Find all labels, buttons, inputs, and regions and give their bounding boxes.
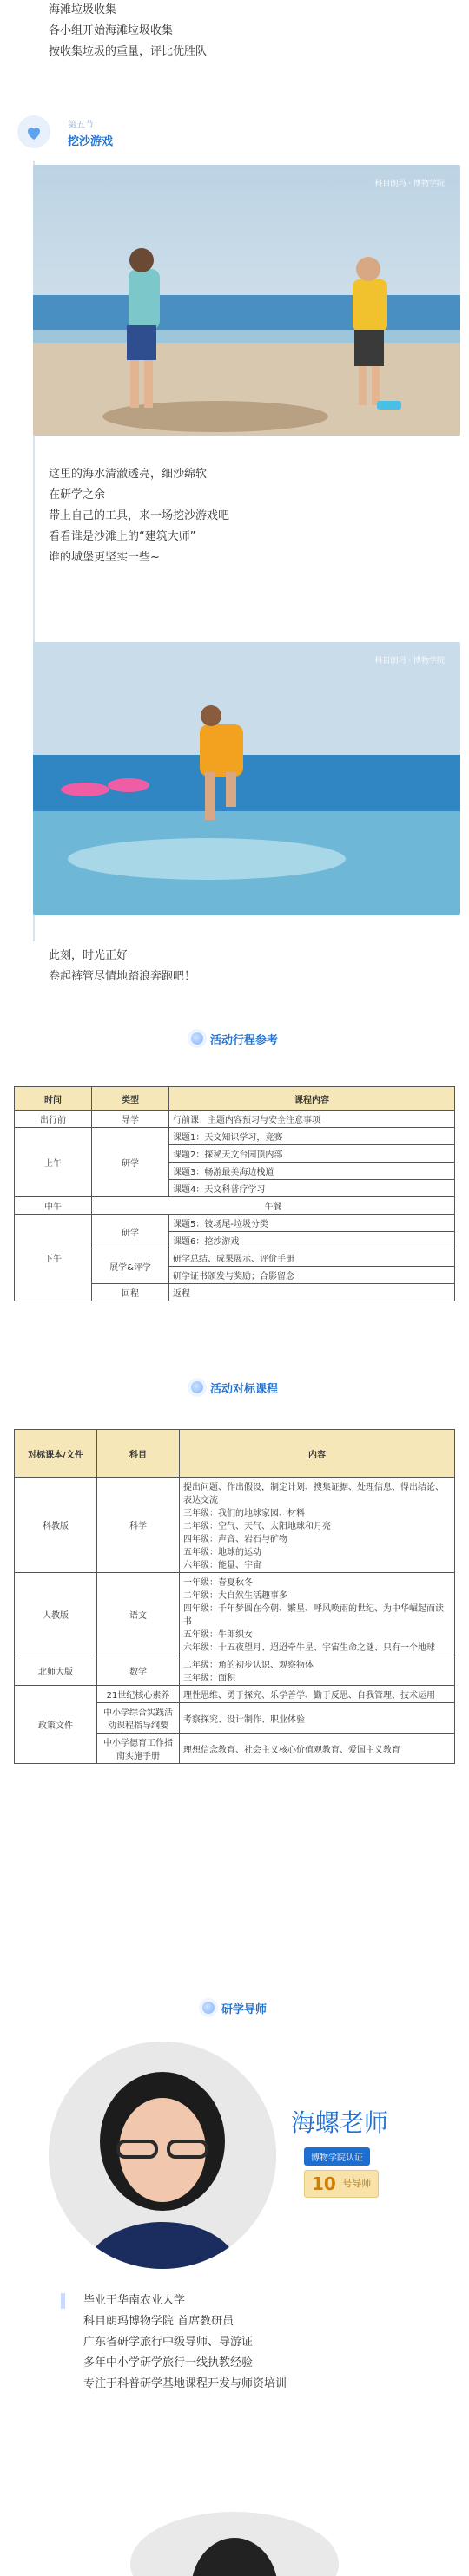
teacher-photo <box>49 2042 276 2269</box>
table-cell: 21世纪核心素养 <box>97 1686 180 1703</box>
tutor-number: 10 <box>312 2173 336 2194</box>
table-header: 科目 <box>97 1430 180 1478</box>
table-cell: 提出问题、作出假设，制定计划、搜集证据、处理信息、得出结论、表达交流 三年级：我们的地球家园、材料 二年级：空气、天气、太阳地球和月亮 四年级：声音、岩石与矿物 五年级：地球的运动 六年级：能量、宇宙 <box>180 1478 455 1573</box>
teacher-name: 海螺老师 <box>291 2108 389 2137</box>
section-label: 活动行程参考 <box>209 1033 278 1047</box>
step-title: 挖沙游戏 <box>68 135 114 148</box>
table-cell: 政策文件 <box>15 1686 97 1764</box>
curriculum-table <box>14 1429 455 1764</box>
table-cell: 课题6：挖沙游戏 <box>169 1232 455 1249</box>
step-header <box>10 108 462 161</box>
table-row <box>15 1655 455 1686</box>
table-row <box>15 1686 455 1703</box>
table-cell: 语文 <box>97 1573 180 1655</box>
table-header: 课程内容 <box>169 1087 455 1111</box>
intro-line: 海滩垃圾收集 <box>49 3 117 16</box>
bubble-icon <box>191 1381 203 1393</box>
bubble-icon <box>202 2002 215 2014</box>
table-header: 对标课本/文件 <box>15 1430 97 1478</box>
table-cell: 中小学综合实践活动课程指导纲要 <box>97 1703 180 1734</box>
section-label: 研学导师 <box>221 2002 267 2016</box>
section-title-teacher <box>0 1996 469 2020</box>
bio-line: 多年中小学研学旅行一线执教经验 <box>83 2356 254 2370</box>
table-cell: 考察探究、设计制作、职业体验 <box>180 1703 455 1734</box>
table-cell: 行前课：主题内容预习与安全注意事项 <box>169 1111 455 1128</box>
section-title-curriculum <box>0 1375 469 1399</box>
table-row <box>15 1215 455 1232</box>
table-cell: 课题1：天文知识学习，竞赛 <box>169 1128 455 1145</box>
table-cell: 下午 <box>15 1215 92 1301</box>
table-header: 内容 <box>180 1430 455 1478</box>
photo-kids-sea <box>33 642 460 915</box>
table-cell: 北师大版 <box>15 1655 97 1686</box>
table-cell: 展学&评学 <box>92 1249 169 1284</box>
step-number: 第五节 <box>68 121 94 130</box>
desc-line: 谁的城堡更坚实一些~ <box>49 551 160 564</box>
photo-kids-sand <box>33 165 460 436</box>
table-cell: 人教版 <box>15 1573 97 1655</box>
bio-line: 广东省研学旅行中级导师、导游证 <box>83 2336 254 2349</box>
tutor-label: 号导师 <box>342 2178 372 2189</box>
table-row <box>15 1478 455 1573</box>
table-cell: 导学 <box>92 1111 169 1128</box>
section-title-schedule <box>0 1026 469 1051</box>
table-cell: 理想信念教育、社会主义核心价值观教育、爱国主义教育 <box>180 1734 455 1764</box>
table-header: 时间 <box>15 1087 92 1111</box>
table-cell: 科学 <box>97 1478 180 1573</box>
bio-line: 科目朗玛博物学院 首席教研员 <box>83 2315 234 2328</box>
table-cell: 午餐 <box>92 1197 455 1215</box>
table-cell: 研学证书颁发与奖励；合影留念 <box>169 1267 455 1284</box>
description-text <box>0 464 469 568</box>
schedule-table <box>14 1086 455 1301</box>
table-cell: 课题2：探秘天文台园顶内部 <box>169 1145 455 1163</box>
closing-text <box>0 946 469 987</box>
table-cell: 研学总结、成果展示、评价手册 <box>169 1249 455 1267</box>
desc-line: 在研学之余 <box>49 488 106 501</box>
intro-line: 按收集垃圾的重量，评比优胜队 <box>49 45 208 58</box>
bio-line: 毕业于华南农业大学 <box>83 2294 186 2307</box>
desc-line: 看看谁是沙滩上的“建筑大师” <box>49 530 196 543</box>
table-cell: 中小学德育工作指南实施手册 <box>97 1734 180 1764</box>
intro-line: 各小组开始海滩垃圾收集 <box>49 24 174 37</box>
table-row <box>15 1111 455 1128</box>
table-cell: 一年级：春夏秋冬 二年级：大自然生活趣事多 四年级：千年梦圆在今朝、繁星、呼风唤雨的世纪、为中华崛起而读书 五年级：牛郎织女 六年级：十五夜望月、迢迢牵牛星、宇宙生命之谜、只有一个地球 <box>180 1573 455 1655</box>
table-cell: 上午 <box>15 1128 92 1197</box>
bubble-icon <box>191 1032 203 1045</box>
desc-line: 带上自己的工具，来一场挖沙游戏吧 <box>49 509 230 522</box>
table-cell: 课题3：畅游最美海边栈道 <box>169 1163 455 1180</box>
certified-badge: 博物学院认证 <box>304 2147 370 2166</box>
table-header: 类型 <box>92 1087 169 1111</box>
intro-text <box>0 0 469 62</box>
table-cell: 研学 <box>92 1215 169 1249</box>
photo-watermark: 科目朗玛 · 博物学院 <box>374 180 445 188</box>
bio-line: 专注于科普研学基地课程开发与师资培训 <box>83 2377 287 2390</box>
table-cell: 中午 <box>15 1197 92 1215</box>
closing-line: 此刻，时光正好 <box>49 949 129 962</box>
section-label: 活动对标课程 <box>209 1382 278 1396</box>
table-cell: 研学 <box>92 1128 169 1197</box>
table-cell: 科教版 <box>15 1478 97 1573</box>
bio-accent-bar <box>61 2293 65 2309</box>
table-cell: 出行前 <box>15 1111 92 1128</box>
table-row <box>15 1573 455 1655</box>
heart-icon <box>17 115 50 148</box>
photo-watermark: 科目朗玛 · 博物学院 <box>374 657 445 665</box>
desc-line: 这里的海水清澈透亮，细沙绵软 <box>49 468 208 481</box>
table-cell: 理性思维、勇于探究、乐学善学、勤于反思、自我管理、技术运用 <box>180 1686 455 1703</box>
teacher-bio <box>83 2291 287 2395</box>
table-row <box>15 1197 455 1215</box>
table-cell: 课题5：铍场尾-垃圾分类 <box>169 1215 455 1232</box>
table-cell: 返程 <box>169 1284 455 1301</box>
table-cell: 课题4：天文科普疗学习 <box>169 1180 455 1197</box>
closing-line: 卷起裤管尽情地踏浪奔跑吧！ <box>49 970 196 983</box>
table-cell: 回程 <box>92 1284 169 1301</box>
second-teacher-photo <box>130 2512 339 2576</box>
table-row <box>15 1128 455 1145</box>
table-cell: 二年级：角的初步认识、观察物体 三年级：面积 <box>180 1655 455 1686</box>
tutor-number-badge <box>304 2170 379 2198</box>
table-cell: 数学 <box>97 1655 180 1686</box>
